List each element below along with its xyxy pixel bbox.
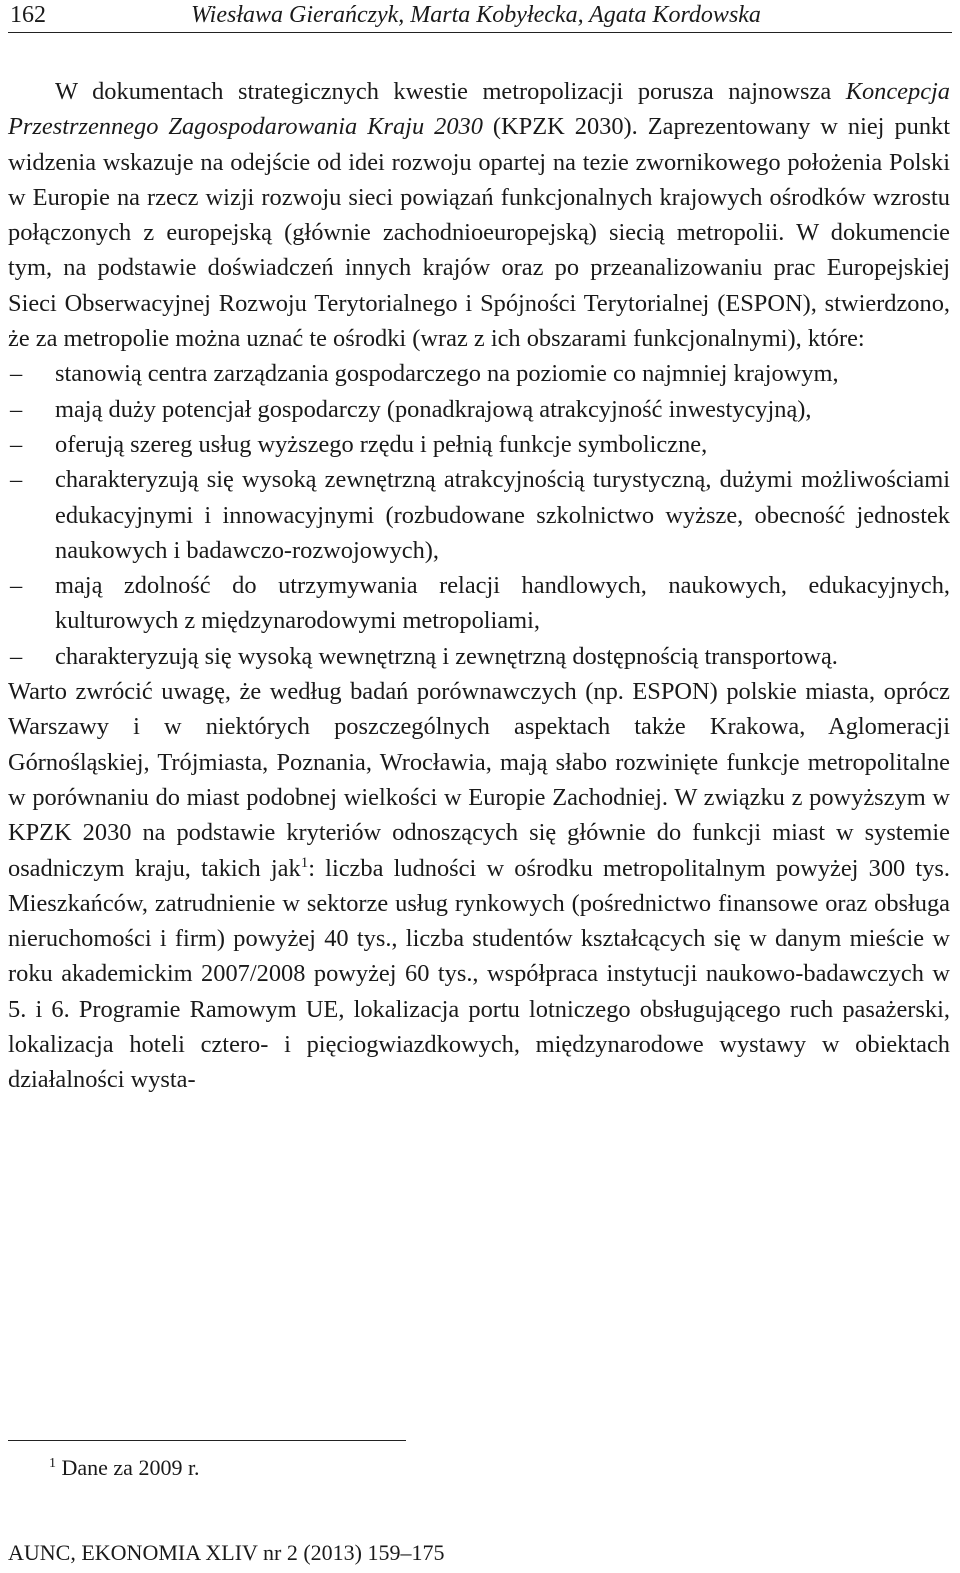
list-item: [8, 639, 950, 674]
list-dash: –: [10, 642, 23, 670]
list-item-text: mają zdolność do utrzymywania relacji handlowych, naukowych, edukacyjnych, kulturowych z międzynarodowymi metropoliami,: [55, 572, 950, 635]
page-number: 162: [10, 2, 46, 28]
paragraph-comparison: [8, 674, 950, 1098]
list-dash: –: [10, 466, 23, 494]
page-header: [8, 0, 952, 33]
paragraph-intro-text-a: W dokumentach strategicznych kwestie metropolizacji porusza najnowsza: [55, 78, 846, 105]
list-item-text: charakteryzują się wysoką zewnętrzną atrakcyjnością turystyczną, dużymi możliwościami edukacyjnymi i innowacyjnymi (rozbudowane szkolnictwo wyższe, obecność jednostek naukowych i badawczo-rozwojowych),: [55, 466, 950, 564]
list-item-text: mają duży potencjał gospodarczy (ponadkrajową atrakcyjność inwestycyjną),: [55, 395, 812, 423]
paragraph-comparison-text-a: Warto zwrócić uwagę, że według badań porównawczych (np. ESPON) polskie miasta, oprócz Warszawy i w niektórych poszczególnych aspektach także Krakowa, Aglomeracji Górnośląskiej, Trójmiasta, Poznania, Wrocławia, mają słabo rozwinięte funkcje metropolitalne w porównaniu do miast podobnej wielkości w Europie Zachodniej. W związku z powyższym w KPZK 2030 na podstawie kryteriów odnoszących się głównie do funkcji miast w systemie osadniczym kraju, takich jak: [8, 678, 950, 882]
document-title-kpzk: Koncepcja Przestrzennego Zagospodarowania Kraju 2030: [8, 78, 950, 141]
list-item: [8, 462, 950, 568]
list-item: [8, 568, 950, 639]
footnote-separator: [8, 1440, 406, 1441]
main-text: [8, 74, 950, 1098]
metropolis-criteria-list: [8, 356, 950, 674]
footnote-text: Dane za 2009 r.: [56, 1455, 200, 1480]
footnote-number: 1: [49, 1456, 56, 1471]
footnote: [49, 1455, 200, 1481]
footnote-reference[interactable]: 1: [300, 854, 309, 871]
list-dash: –: [10, 430, 23, 458]
list-dash: –: [10, 572, 23, 600]
list-item: [8, 392, 950, 427]
paragraph-intro-text-b: (KPZK 2030). Zaprezentowany w niej punkt widzenia wskazuje na odejście od idei rozwoju opartej na tezie zwornikowego położenia Polski w Europie na rzecz wizji rozwoju sieci powiązań funkcjonalnych krajowych ośrodków wzrostu połączonych z europejską (głównie zachodnioeuropejską) siecią metropolii. W dokumencie tym, na podstawie doświadczeń innych krajów oraz po przeanalizowaniu prac Europejskiej Sieci Obserwacyjnej Rozwoju Terytorialnego i Spójności Terytorialnej (ESPON), stwierdzono, że za metropolie można uznać te ośrodki (wraz z ich obszarami funkcjonalnymi), które:: [8, 113, 950, 353]
paragraph-intro: [8, 74, 950, 356]
list-item-text: charakteryzują się wysoką wewnętrzną i zewnętrzną dostępnością transportową.: [55, 642, 838, 670]
list-item: [8, 427, 950, 462]
list-item-text: stanowią centra zarządzania gospodarczego na poziomie co najmniej krajowym,: [55, 360, 839, 388]
paragraph-comparison-text-b: : liczba ludności w ośrodku metropolitalnym powyżej 300 tys. Mieszkańców, zatrudnienie w sektorze usług rynkowych (pośrednictwo finansowe oraz obsługa nieruchomości i firm) powyżej 40 tys., liczba studentów kształcących się w danym mieście w roku akademickim 2007/2008 powyżej 60 tys., współpraca instytucji naukowo-badawczych w 5. i 6. Programie Ramowym UE, lokalizacja portu lotniczego obsługującego ruch pasażerski, lokalizacja hoteli cztero- i pięciogwiazdkowych, międzynarodowe wystawy w obiektach działalności wysta-: [8, 854, 950, 1094]
running-head-authors: Wiesława Gierańczyk, Marta Kobyłecka, Agata Kordowska: [191, 2, 761, 28]
list-item: [8, 356, 950, 391]
list-dash: –: [10, 360, 23, 388]
list-item-text: oferują szereg usług wyższego rzędu i pełnią funkcje symboliczne,: [55, 430, 708, 458]
list-dash: –: [10, 395, 23, 423]
journal-footer: AUNC, EKONOMIA XLIV nr 2 (2013) 159–175: [8, 1540, 445, 1565]
